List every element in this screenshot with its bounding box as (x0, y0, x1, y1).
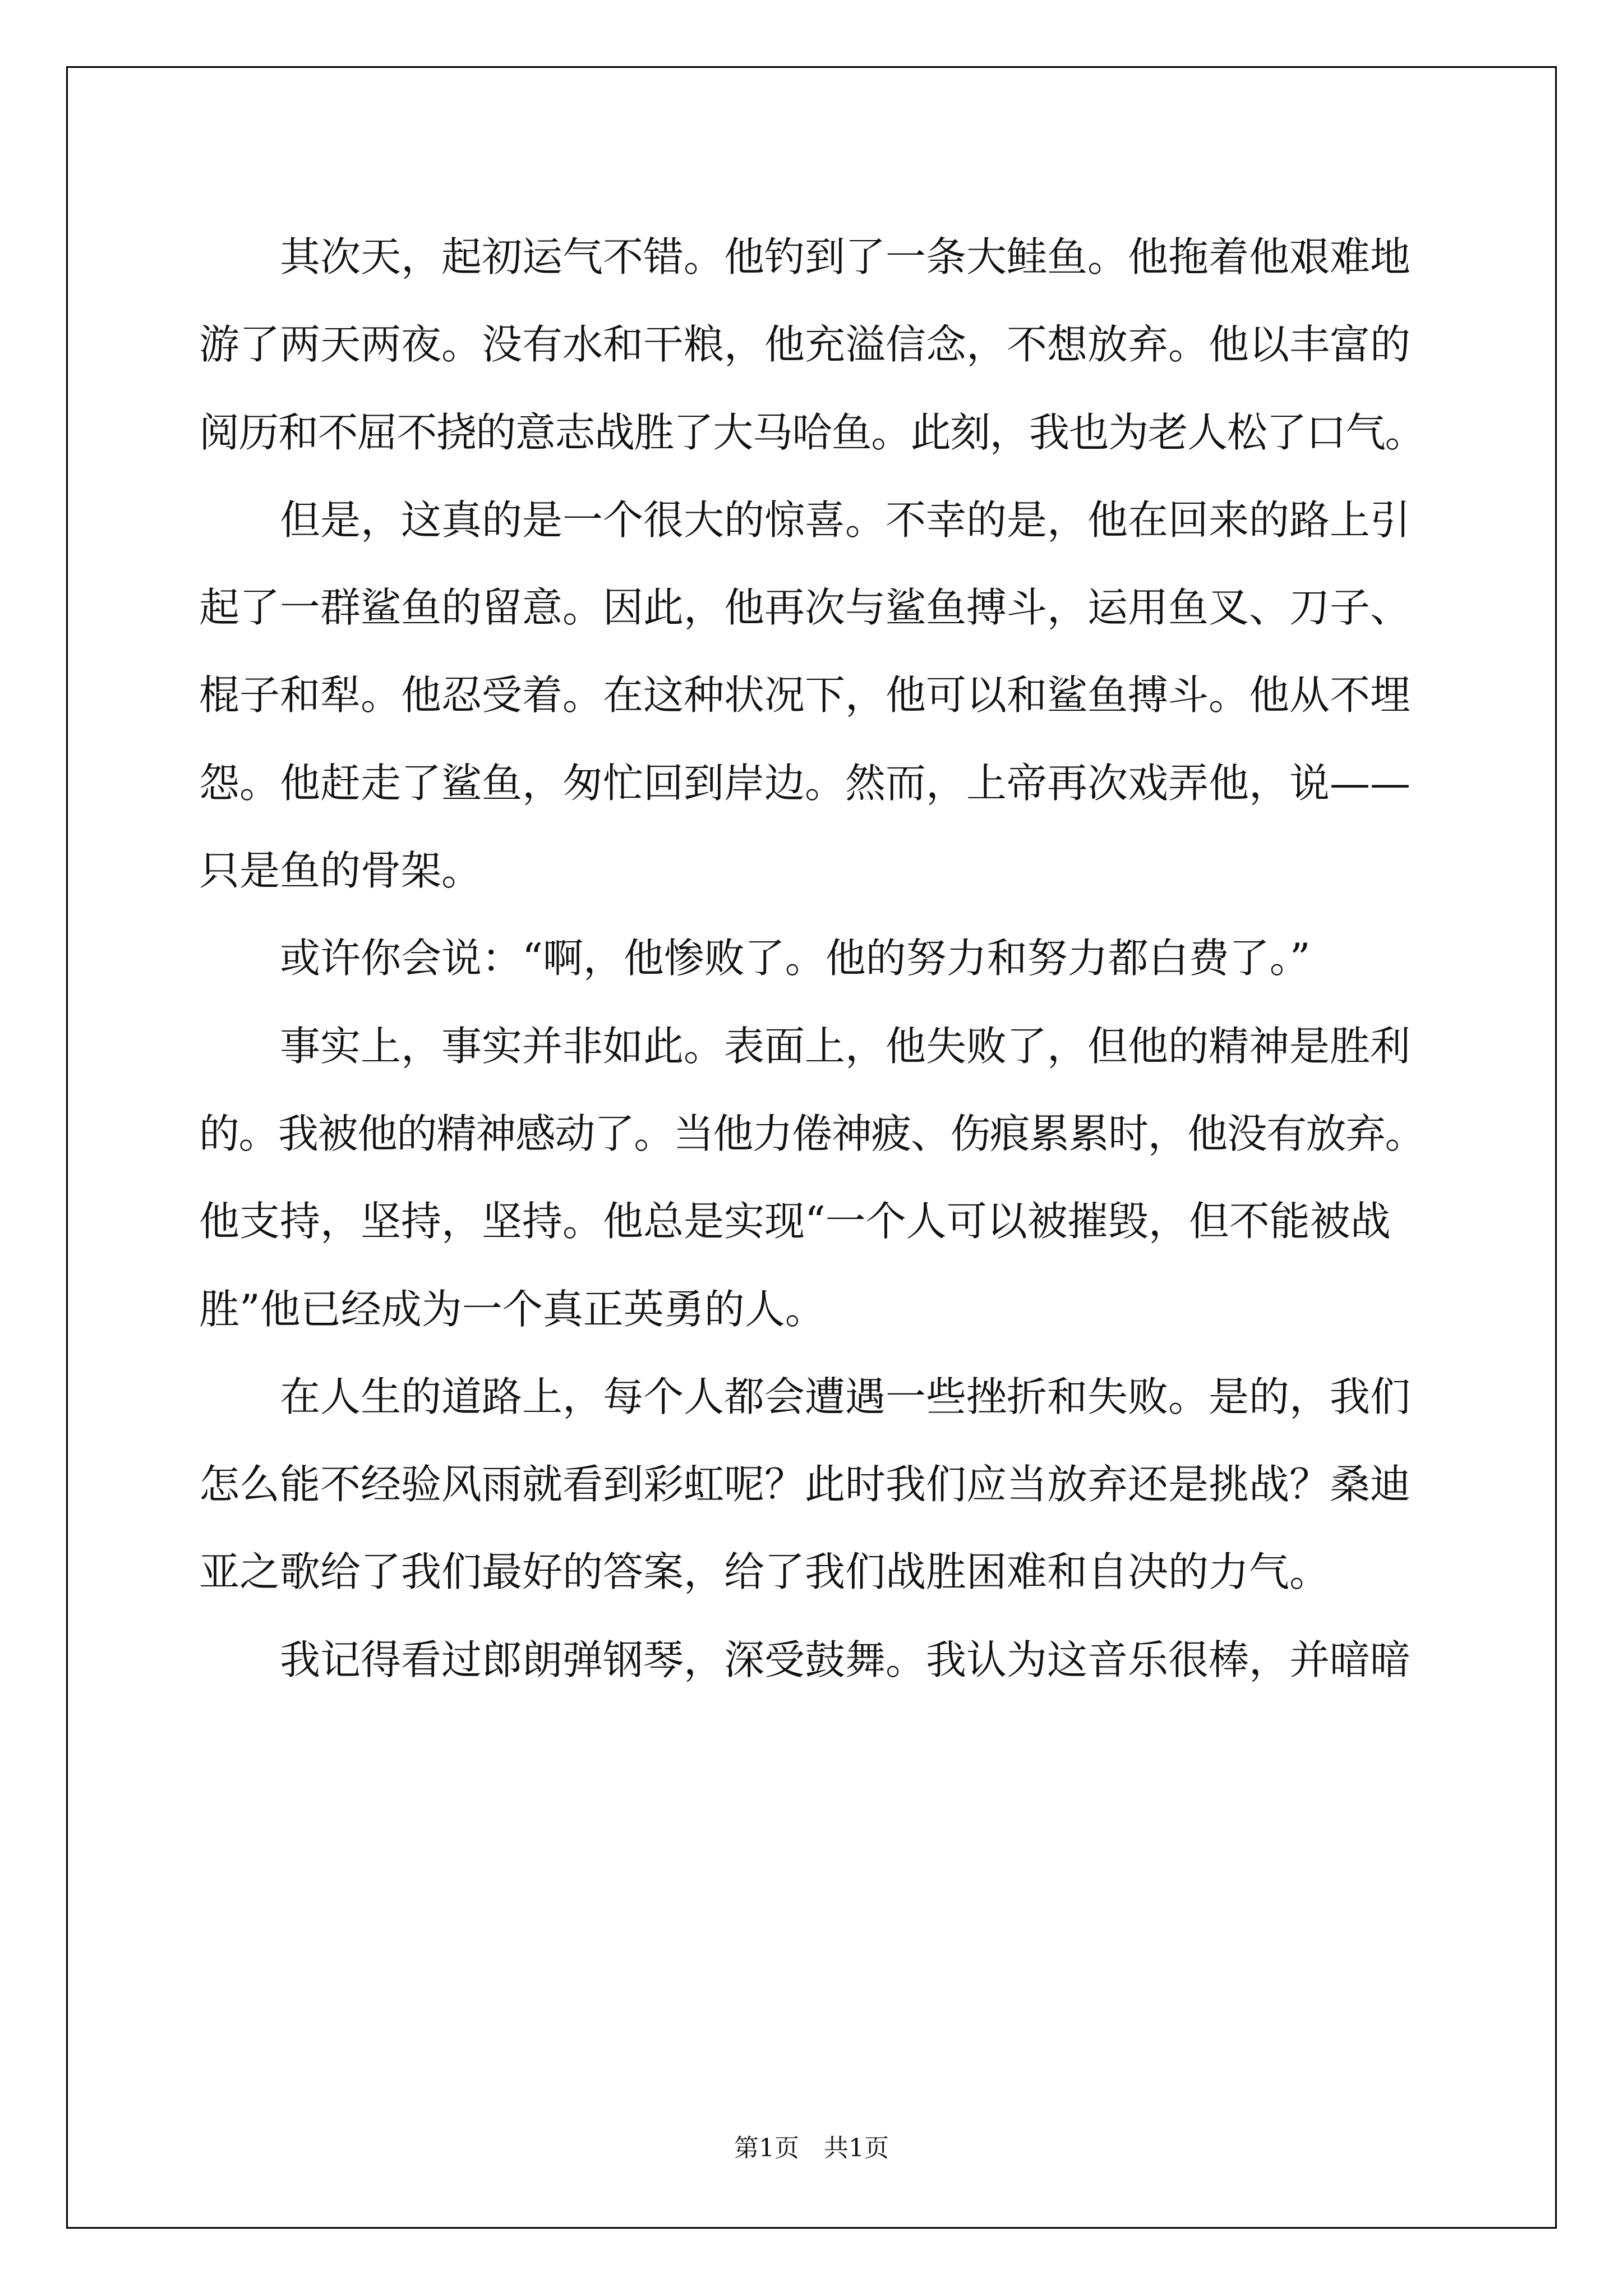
text-line: 阅历和不屈不挠的意志战胜了大马哈鱼。此刻，我也为老人松了口气。 (199, 408, 1425, 456)
text-line: 但是，这真的是一个很大的惊喜。不幸的是，他在回来的路上引 (280, 496, 1411, 544)
page-footer (0, 2128, 1623, 2164)
text-line: 胜”他已经成为一个真正英勇的人。 (199, 1285, 826, 1333)
page-number: 第1页 共1页 (734, 2134, 889, 2162)
text-line: 在人生的道路上，每个人都会遭遇一些挫折和失败。是的，我们 (280, 1373, 1411, 1420)
text-line: 其次天，起初运气不错。他钓到了一条大鲑鱼。他拖着他艰难地 (280, 233, 1411, 280)
text-line: 我记得看过郎朗弹钢琴，深受鼓舞。我认为这音乐很棒，并暗暗 (280, 1636, 1411, 1683)
text-line: 事实上，事实并非如此。表面上，他失败了，但他的精神是胜利 (280, 1022, 1411, 1070)
text-line: 游了两天两夜。没有水和干粮，他充溢信念，不想放弃。他以丰富的 (199, 321, 1411, 369)
text-line: 只是鱼的骨架。 (199, 847, 482, 895)
text-line: 起了一群鲨鱼的留意。因此，他再次与鲨鱼搏斗，运用鱼叉、刀子、 (199, 584, 1411, 632)
text-line: 怎么能不经验风雨就看到彩虹呢？此时我们应当放弃还是挑战？桑迪 (199, 1461, 1411, 1508)
text-line: 或许你会说：“啊，他惨败了。他的努力和努力都白费了。” (280, 935, 1311, 982)
text-line: 怨。他赶走了鲨鱼，匆忙回到岸边。然而，上帝再次戏弄他，说—— (199, 759, 1411, 807)
text-line: 亚之歌给了我们最好的答案，给了我们战胜困难和自决的力气。 (199, 1548, 1330, 1596)
text-line: 他支持，坚持，坚持。他总是实现“一个人可以被摧毁，但不能被战 (199, 1198, 1391, 1245)
document-body (199, 213, 1424, 1704)
text-line: 的。我被他的精神感动了。当他力倦神疲、伤痕累累时，他没有放弃。 (199, 1110, 1425, 1157)
text-line: 棍子和犁。他忍受着。在这种状况下，他可以和鲨鱼搏斗。他从不埋 (199, 671, 1411, 719)
